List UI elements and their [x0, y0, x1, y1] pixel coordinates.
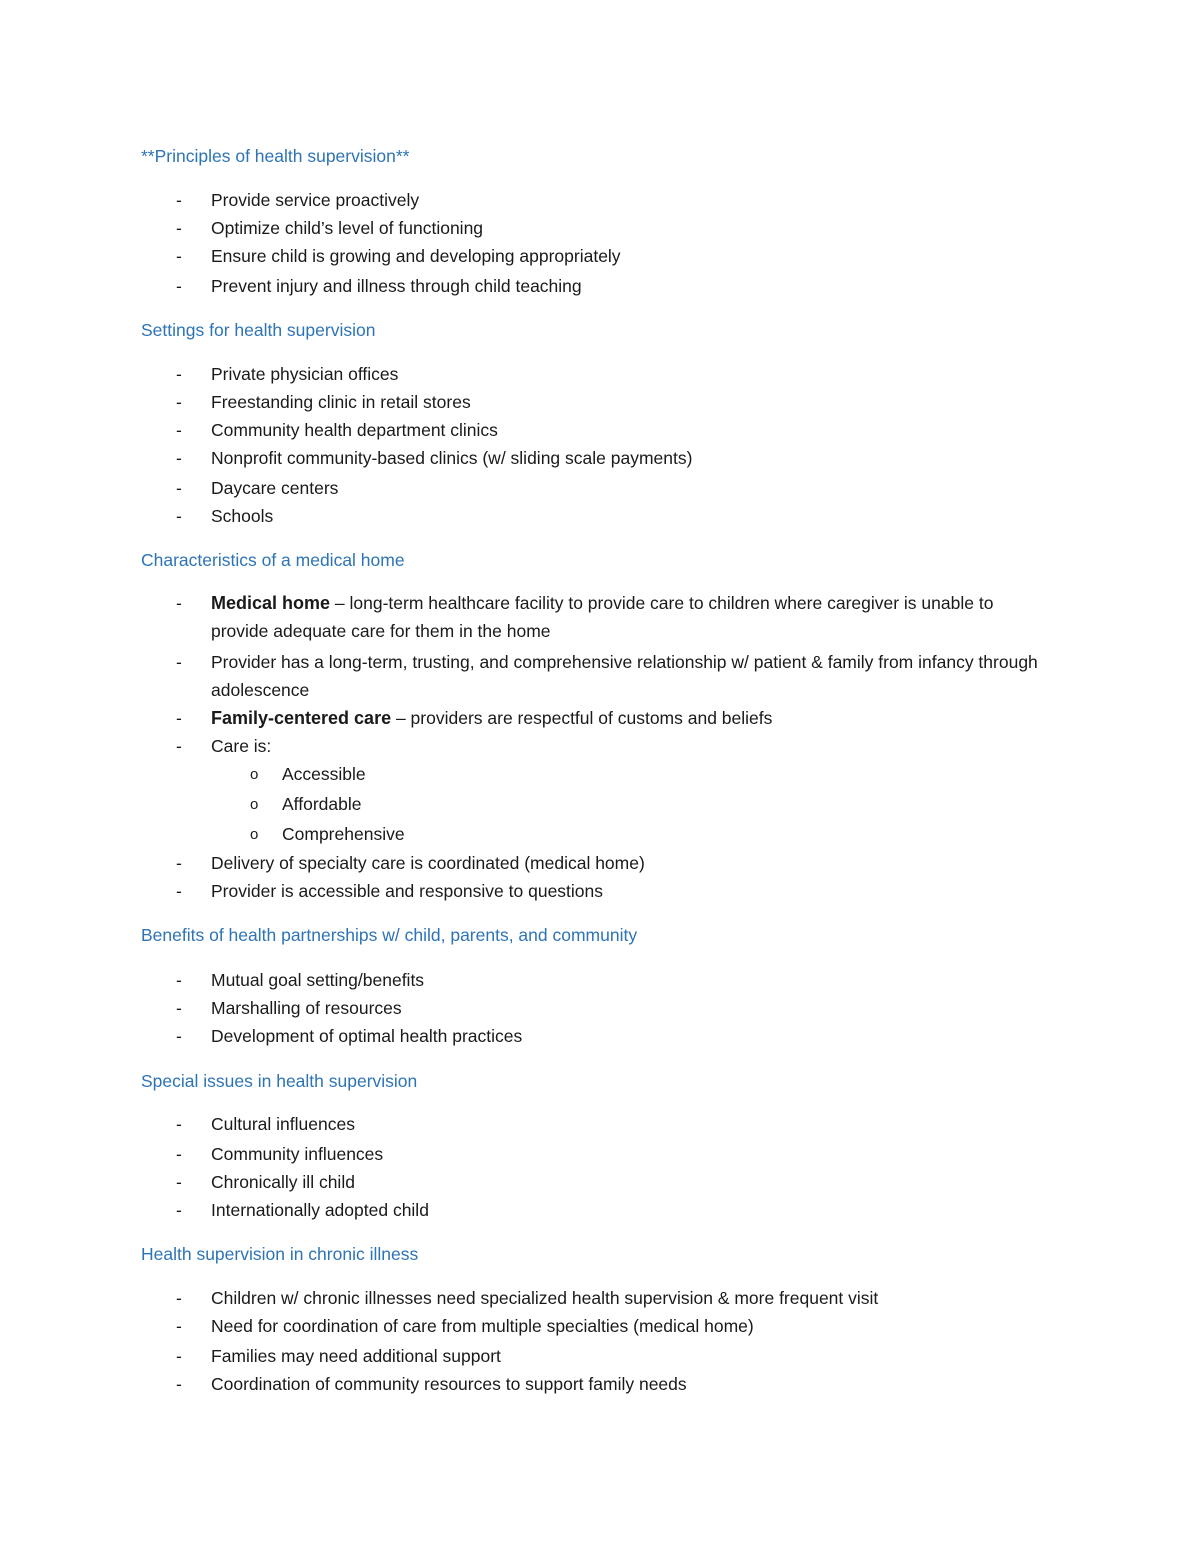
list-item: - Community influences: [211, 1140, 1041, 1168]
bullet-dash: -: [176, 853, 182, 873]
bullet-dash: -: [176, 276, 182, 296]
bullet-dash: -: [176, 1346, 182, 1366]
bullet-dash: -: [176, 478, 182, 498]
bullet-dash: -: [176, 593, 182, 613]
list-item: - Private physician offices: [211, 360, 1041, 388]
circle-bullet-icon: o: [250, 826, 259, 843]
bullet-dash: -: [176, 1114, 182, 1134]
list-item: - Community health department clinics: [211, 416, 1041, 444]
circle-bullet-icon: o: [250, 766, 259, 783]
bullet-dash: -: [176, 652, 182, 672]
bullet-dash: -: [176, 506, 182, 526]
bullet-dash: -: [176, 392, 182, 412]
bullet-dash: -: [176, 1144, 182, 1164]
bullet-dash: -: [176, 1316, 182, 1336]
list-item: - Optimize child’s level of functioning: [211, 214, 1041, 242]
bullet-dash: -: [176, 708, 182, 728]
bullet-dash: -: [176, 1172, 182, 1192]
sub-list-item: o Affordable: [282, 790, 361, 818]
section-heading-chronic-illness: Health supervision in chronic illness: [141, 1244, 419, 1264]
list-item: - Schools: [211, 502, 1041, 530]
list-item: - Delivery of specialty care is coordinated (medical home): [211, 849, 1041, 877]
list-item: - Medical home – long-term healthcare facility to provide care to children where caregiver is unable to provide adequate care for them in the home: [211, 589, 1041, 645]
sub-list-item: o Accessible: [282, 760, 366, 788]
section-heading-benefits: Benefits of health partnerships w/ child, parents, and community: [141, 925, 638, 945]
list-item: - Development of optimal health practices: [211, 1022, 1041, 1050]
list-item: - Children w/ chronic illnesses need specialized health supervision & more frequent visit: [211, 1284, 1041, 1312]
list-item: - Family-centered care – providers are respectful of customs and beliefs: [211, 704, 1041, 732]
bullet-dash: -: [176, 364, 182, 384]
bullet-dash: -: [176, 970, 182, 990]
list-item: - Provider has a long-term, trusting, and comprehensive relationship w/ patient & family from infancy through adolescence: [211, 648, 1041, 704]
bullet-dash: -: [176, 1026, 182, 1046]
section-heading-settings: Settings for health supervision: [141, 320, 376, 340]
list-item: - Marshalling of resources: [211, 994, 1041, 1022]
list-item: - Coordination of community resources to support family needs: [211, 1370, 1041, 1398]
section-heading-principles: **Principles of health supervision**: [141, 146, 410, 166]
list-item: - Provide service proactively: [211, 186, 1041, 214]
sub-list-item: o Comprehensive: [282, 820, 405, 848]
circle-bullet-icon: o: [250, 796, 259, 813]
list-item: - Mutual goal setting/benefits: [211, 966, 1041, 994]
section-heading-medical-home: Characteristics of a medical home: [141, 550, 405, 570]
list-item: - Provider is accessible and responsive to questions: [211, 877, 1041, 905]
term-family-centered-care: Family-centered care: [211, 708, 392, 728]
bullet-dash: -: [176, 736, 182, 756]
list-item: - Families may need additional support: [211, 1342, 1041, 1370]
term-medical-home: Medical home: [211, 593, 331, 613]
bullet-dash: -: [176, 448, 182, 468]
bullet-dash: -: [176, 1288, 182, 1308]
bullet-dash: -: [176, 998, 182, 1018]
bullet-dash: -: [176, 190, 182, 210]
section-heading-special-issues: Special issues in health supervision: [141, 1071, 418, 1091]
list-item: - Freestanding clinic in retail stores: [211, 388, 1041, 416]
list-item: - Chronically ill child: [211, 1168, 1041, 1196]
list-item: - Ensure child is growing and developing appropriately: [211, 242, 1041, 270]
bullet-dash: -: [176, 246, 182, 266]
list-item: - Care is:: [211, 732, 1041, 760]
bullet-dash: -: [176, 420, 182, 440]
list-item: - Nonprofit community-based clinics (w/ sliding scale payments): [211, 444, 1041, 472]
list-item: - Prevent injury and illness through child teaching: [211, 272, 1041, 300]
bullet-dash: -: [176, 1200, 182, 1220]
bullet-dash: -: [176, 1374, 182, 1394]
list-item: - Internationally adopted child: [211, 1196, 1041, 1224]
list-item: - Daycare centers: [211, 474, 1041, 502]
list-item: - Cultural influences: [211, 1110, 1041, 1138]
list-item: - Need for coordination of care from multiple specialties (medical home): [211, 1312, 1041, 1340]
bullet-dash: -: [176, 218, 182, 238]
bullet-dash: -: [176, 881, 182, 901]
